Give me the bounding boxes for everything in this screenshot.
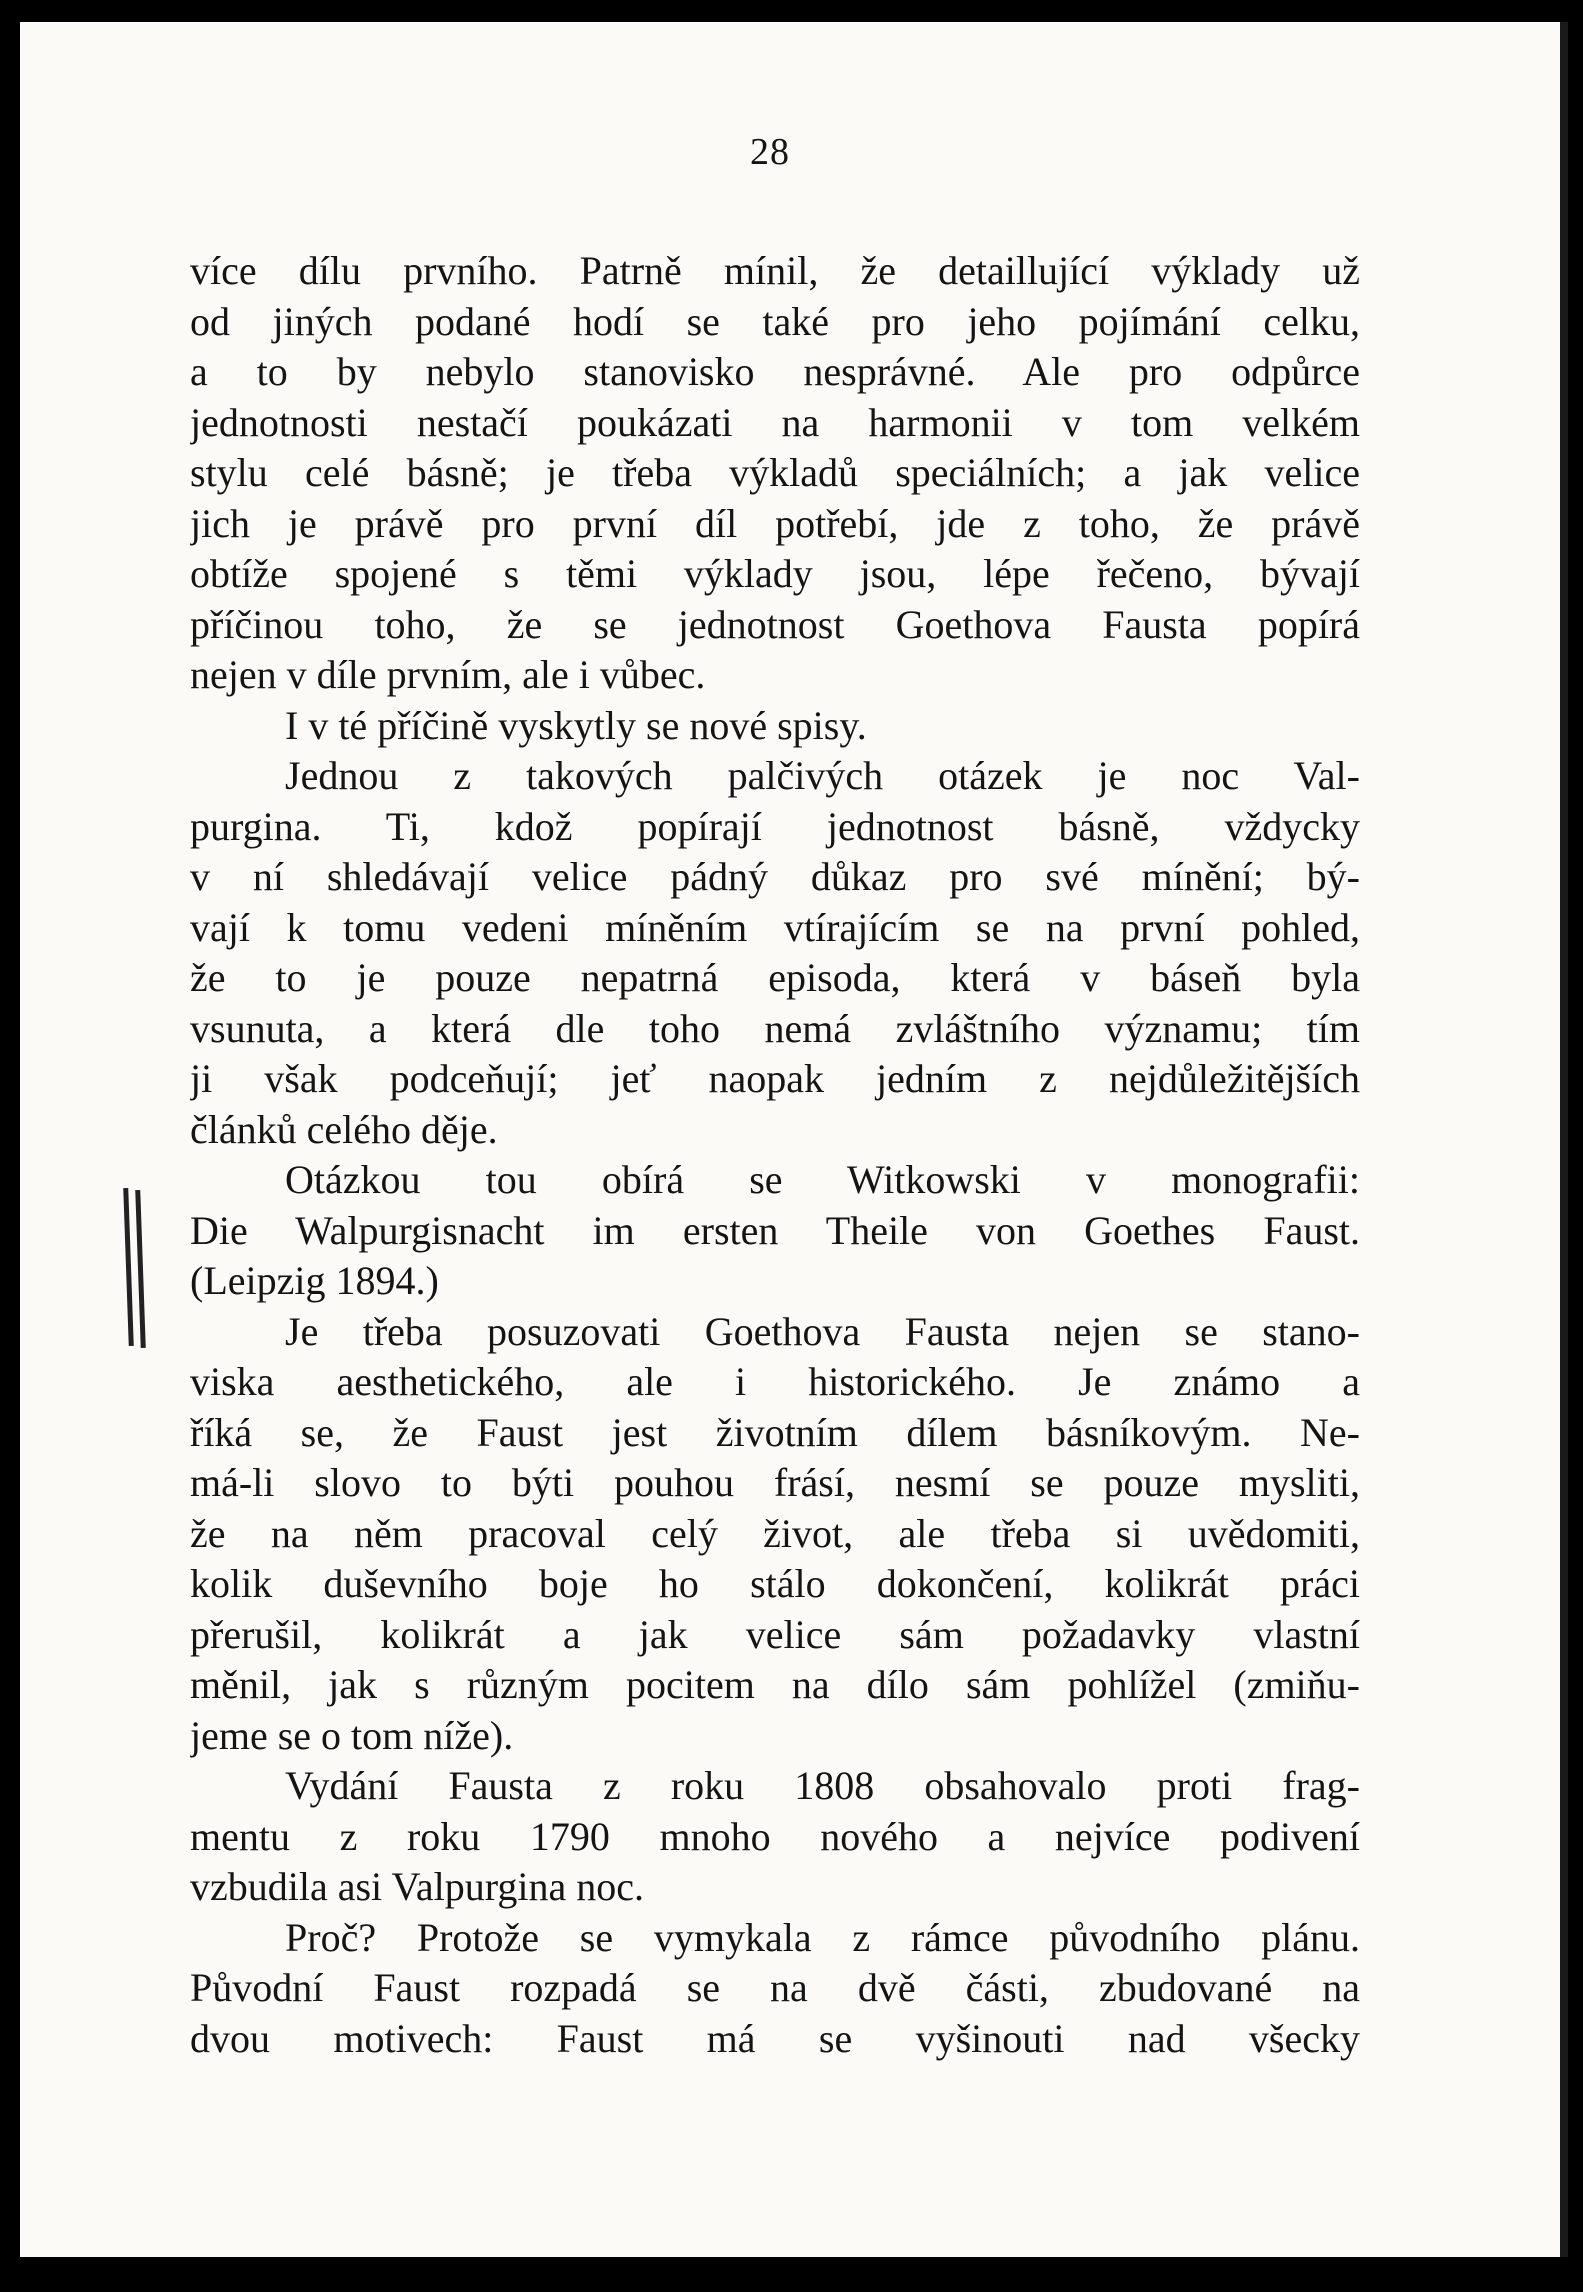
text-line: Otázkou tou obírá se Witkowski v monografii: xyxy=(285,1157,1360,1202)
text-line: že na něm pracoval celý život, ale třeba si uvědomiti, xyxy=(190,1510,1360,1556)
text-line: a to by nebylo stanovisko nesprávné. Ale pro odpůrce xyxy=(190,349,1360,394)
text-line: mentu z roku 1790 mnoho nového a nejvíce podivení xyxy=(190,1813,1360,1859)
text-line: jeme se o tom níže). xyxy=(190,1712,514,1758)
text-line: I v té příčině vyskytly se nové spisy. xyxy=(285,702,867,748)
text-line: ji však podceňují; jeť naopak jedním z nejdůležitějších xyxy=(190,1056,1360,1101)
text-line: (Leipzig 1894.) xyxy=(190,1258,439,1303)
text-line: více dílu prvního. Patrně mínil, že detaillující výklady už xyxy=(190,248,1360,293)
text-line: v ní shledávají velice pádný důkaz pro své mínění; bý- xyxy=(190,854,1360,899)
margin-pencil-mark xyxy=(135,1190,146,1348)
text-line: od jiných podané hodí se také pro jeho pojímání celku, xyxy=(190,298,1360,344)
text-line: článků celého děje. xyxy=(190,1106,498,1152)
text-line: nejen v díle prvním, ale i vůbec. xyxy=(190,652,706,697)
page-edge-shadow xyxy=(1560,22,1568,2257)
text-line: příčinou toho, že se jednotnost Goethova Fausta popírá xyxy=(190,601,1360,647)
text-line: viska aesthetického, ale i historického. Je známo a xyxy=(190,1359,1360,1404)
text-line: že to je pouze nepatrná episoda, která v báseň byla xyxy=(190,955,1360,1000)
text-line: purgina. Ti, kdož popírají jednotnost básně, vždycky xyxy=(190,803,1360,849)
margin-pencil-mark xyxy=(123,1188,134,1346)
text-line: Die Walpurgisnacht im ersten Theile von Goethes Faust. xyxy=(190,1207,1360,1253)
text-line: vsunuta, a která dle toho nemá zvláštního významu; tím xyxy=(190,1005,1360,1051)
text-line: Původní Faust rozpadá se na dvě části, zbudované na xyxy=(190,1965,1360,2010)
text-line: měnil, jak s různým pocitem na dílo sám pohlížel (zmiňu- xyxy=(190,1662,1360,1707)
text-line: Vydání Fausta z roku 1808 obsahovalo proti frag- xyxy=(285,1763,1360,1808)
page-number: 28 xyxy=(750,131,790,173)
text-line: kolik duševního boje ho stálo dokončení, kolikrát práci xyxy=(190,1561,1360,1606)
text-line: vzbudila asi Valpurgina noc. xyxy=(190,1864,644,1909)
text-line: říká se, že Faust jest životním dílem básníkovým. Ne- xyxy=(190,1409,1360,1455)
text-line: má-li slovo to býti pouhou frásí, nesmí se pouze mysliti, xyxy=(190,1460,1360,1505)
text-line: Jednou z takových palčivých otázek je noc Val- xyxy=(285,753,1360,798)
text-line: Proč? Protože se vymykala z rámce původního plánu. xyxy=(285,1914,1360,1960)
text-line: přerušil, kolikrát a jak velice sám požadavky vlastní xyxy=(190,1611,1360,1657)
text-line: obtíže spojené s těmi výklady jsou, lépe řečeno, bývají xyxy=(190,551,1360,596)
text-line: stylu celé básně; je třeba výkladů speciálních; a jak velice xyxy=(190,450,1360,495)
text-line: jednotnosti nestačí poukázati na harmonii v tom velkém xyxy=(190,399,1360,445)
text-line: dvou motivech: Faust má se vyšinouti nad všecky xyxy=(190,2015,1360,2061)
text-line: vají k tomu vedeni míněním vtírajícím se na první pohled, xyxy=(190,904,1360,950)
body-text xyxy=(190,246,1360,2064)
text-line: Je třeba posuzovati Goethova Fausta nejen se stano- xyxy=(285,1308,1360,1354)
text-line: jich je právě pro první díl potřebí, jde z toho, že právě xyxy=(190,500,1360,546)
book-page xyxy=(20,22,1568,2257)
